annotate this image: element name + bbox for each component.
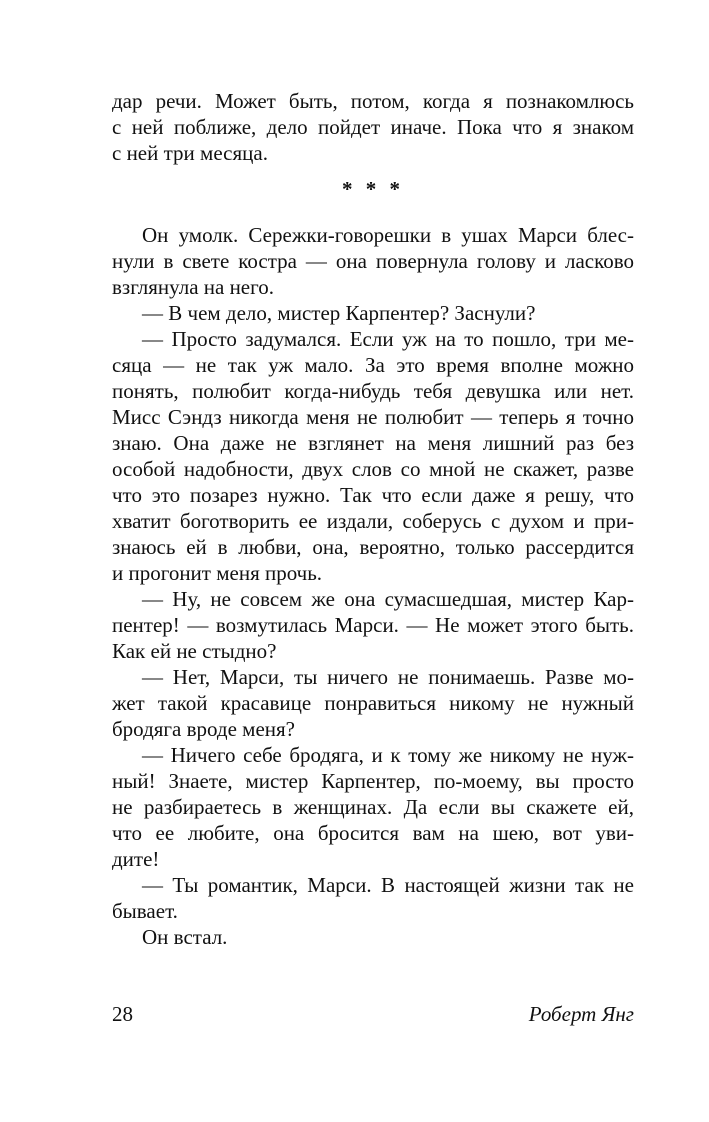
text-line: дар речи. Может быть, потом, когда я познакомлюсь bbox=[112, 89, 634, 113]
running-author: Роберт Янг bbox=[528, 1002, 634, 1026]
text-line: бродяга вроде меня? bbox=[112, 717, 296, 741]
text-line: Он умолк. Сережки-говорешки в ушах Марси блес- bbox=[142, 223, 634, 247]
page-footer bbox=[112, 999, 634, 1029]
text-line: ный! Знаете, мистер Карпентер, по-моему, вы просто bbox=[112, 769, 634, 793]
text-line: понять, полюбит когда-нибудь тебя девушка или нет. bbox=[112, 379, 634, 403]
text-line: взглянула на него. bbox=[112, 275, 274, 299]
text-line: что это позарез нужно. Так что если даже я решу, что bbox=[112, 483, 634, 507]
text-line: что ее любите, она бросится вам на шею, вот уви- bbox=[112, 821, 634, 845]
text-line: — Нет, Марси, ты ничего не понимаешь. Разве мо- bbox=[142, 665, 634, 689]
text-line: и прогонит меня прочь. bbox=[112, 561, 323, 585]
text-line: нули в свете костра — она повернула голову и ласково bbox=[112, 249, 634, 273]
text-line: особой надобности, двух слов со мной не скажет, разве bbox=[112, 457, 634, 481]
text-line: хватит боготворить ее издали, соберусь с духом и при- bbox=[112, 509, 634, 533]
text-line: знаю. Она даже не взглянет на меня лишний раз без bbox=[112, 431, 634, 455]
text-line: — Ты романтик, Марси. В настоящей жизни так не bbox=[142, 873, 634, 897]
text-line: жет такой красавице понравиться никому не нужный bbox=[112, 691, 634, 715]
text-line: сяца — не так уж мало. За это время вполне можно bbox=[112, 353, 634, 377]
text-line: — Ничего себе бродяга, и к тому же никому не нуж- bbox=[142, 743, 634, 767]
text-line: с ней три месяца. bbox=[112, 141, 268, 165]
text-line: пентер! — возмутилась Марси. — Не может этого быть. bbox=[112, 613, 634, 637]
text-line: Он встал. bbox=[142, 925, 228, 949]
section-separator: * * * bbox=[342, 177, 404, 201]
text-line: бывает. bbox=[112, 899, 178, 923]
text-line: — Ну, не совсем же она сумасшедшая, мистер Кар- bbox=[142, 587, 634, 611]
text-line: — Просто задумался. Если уж на то пошло, три ме- bbox=[142, 327, 634, 351]
page-number: 28 bbox=[112, 1002, 133, 1026]
text-line: знаюсь ей в любви, она, вероятно, только рассердится bbox=[112, 535, 634, 559]
text-line: с ней поближе, дело пойдет иначе. Пока что я знаком bbox=[112, 115, 634, 139]
text-line: Как ей не стыдно? bbox=[112, 639, 277, 663]
text-line: Мисс Сэндз никогда меня не полюбит — теперь я точно bbox=[112, 405, 634, 429]
text-line: — В чем дело, мистер Карпентер? Заснули? bbox=[142, 301, 536, 325]
text-line: не разбираетесь в женщинах. Да если вы скажете ей, bbox=[112, 795, 634, 819]
text-line: дите! bbox=[112, 847, 160, 871]
page-body bbox=[112, 88, 634, 950]
